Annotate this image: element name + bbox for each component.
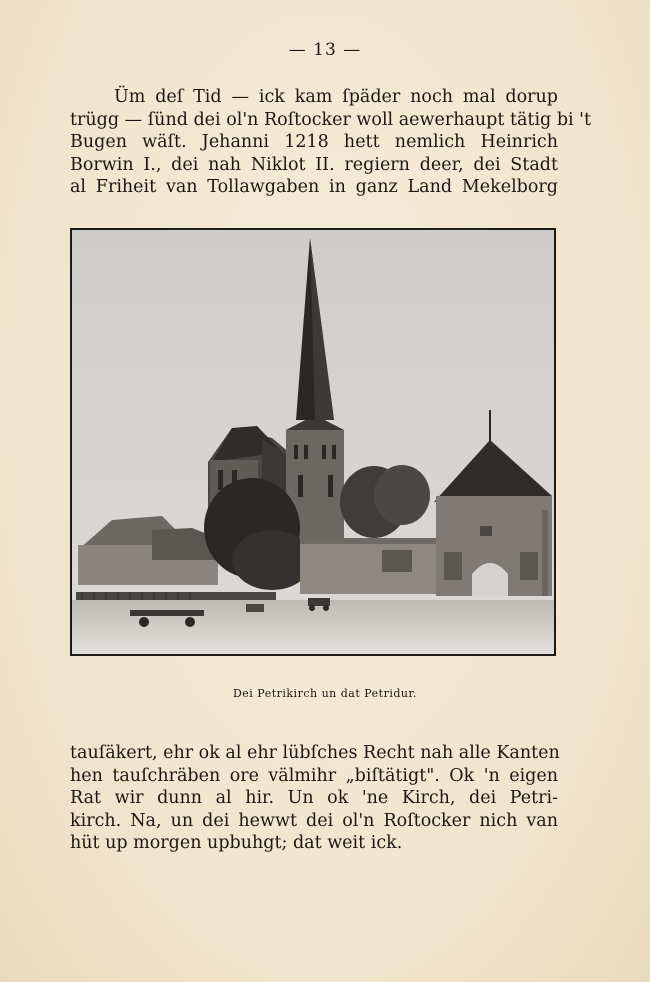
text-line: trügg — ſünd dei ol'n Roſtocker woll aewerhaupt tätig bi 't [70, 109, 592, 130]
text-line: Borwin I., dei nah Niklot II. regiern deer, dei Stadt [70, 154, 558, 175]
text-line: kirch. Na, un dei hewwt dei ol'n Roſtocker nich van [70, 810, 558, 831]
text-line: Rat wir dunn al hir. Un ok 'ne Kirch, dei Petri- [70, 788, 558, 809]
church-illustration [72, 230, 554, 654]
paragraph-top [70, 86, 592, 199]
church-photograph [70, 228, 556, 656]
text-line: hüt up morgen upbuhgt; dat weit ick. [70, 833, 403, 854]
text-line: Üm deſ Tid — ick kam ſpäder noch mal dorup [114, 87, 558, 107]
figure-caption: Dei Petrikirch un dat Petridur. [232, 687, 418, 700]
text-line: Bugen wäſt. Jehanni 1218 hett nemlich Heinrich [70, 132, 558, 153]
text-line: hen tauſchräben ore välmihr „biſtätigt". Ok 'n eigen [70, 765, 558, 786]
text-line: tauſäkert, ehr ok al ehr lübſches Recht nah alle Kanten [70, 743, 560, 763]
text-line: al Friheit van Tollawgaben in ganz Land Mekelborg [70, 177, 558, 198]
paragraph-bottom [70, 742, 558, 855]
page-number: — 13 — [288, 40, 362, 60]
city-wall [300, 538, 440, 594]
